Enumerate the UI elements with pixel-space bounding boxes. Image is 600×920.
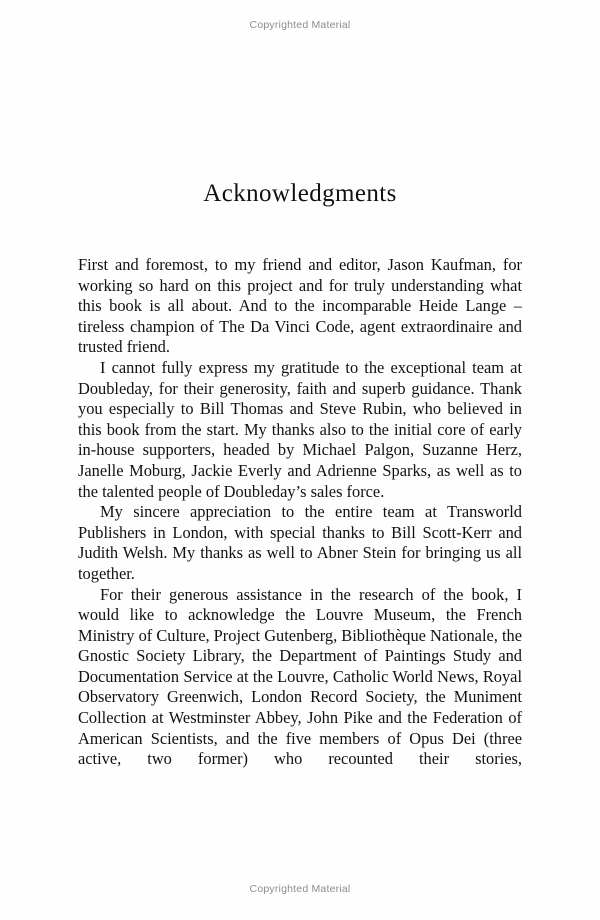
copyright-watermark-bottom: Copyrighted Material	[249, 883, 351, 895]
body-paragraph: My sincere appreciation to the entire team at Transworld Publishers in London, with special thanks to Bill Scott-Kerr and Judith Welsh. My thanks as well to Abner Stein for bringing us all together.	[78, 502, 522, 583]
body-paragraph: For their generous assistance in the research of the book, I would like to acknowledge the Louvre Museum, the French Ministry of Culture, Project Gutenberg, Bibliothèque Nationale, the Gnostic Society Library, the Department of Paintings Study and Documentation Service at the Louvre, Catholic World News, Royal Observatory Greenwich, London Record Society, the Muniment Collection at Westminster Abbey, John Pike and the Federation of American Scientists, and the five members of Opus Dei (three active, two former) who recounted their stories,	[78, 584, 522, 769]
page-content	[78, 180, 522, 790]
body-paragraph: I cannot fully express my gratitude to the exceptional team at Doubleday, for their generosity, faith and superb guidance. Thank you especially to Bill Thomas and Steve Rubin, who believed in this book from the start. My thanks also to the initial core of early in-house supporters, headed by Michael Palgon, Suzanne Herz, Janelle Moburg, Jackie Everly and Adrienne Sparks, as well as to the talented people of Doubleday’s sales force.	[78, 357, 522, 501]
body-paragraph: First and foremost, to my friend and editor, Jason Kaufman, for working so hard on this project and for truly understanding what this book is all about. And to the incomparable Heide Lange – tireless champion of The Da Vinci Code, agent extraordinaire and trusted friend.	[78, 255, 522, 357]
page-title: Acknowledgments	[203, 180, 397, 207]
copyright-watermark-top: Copyrighted Material	[249, 19, 351, 31]
